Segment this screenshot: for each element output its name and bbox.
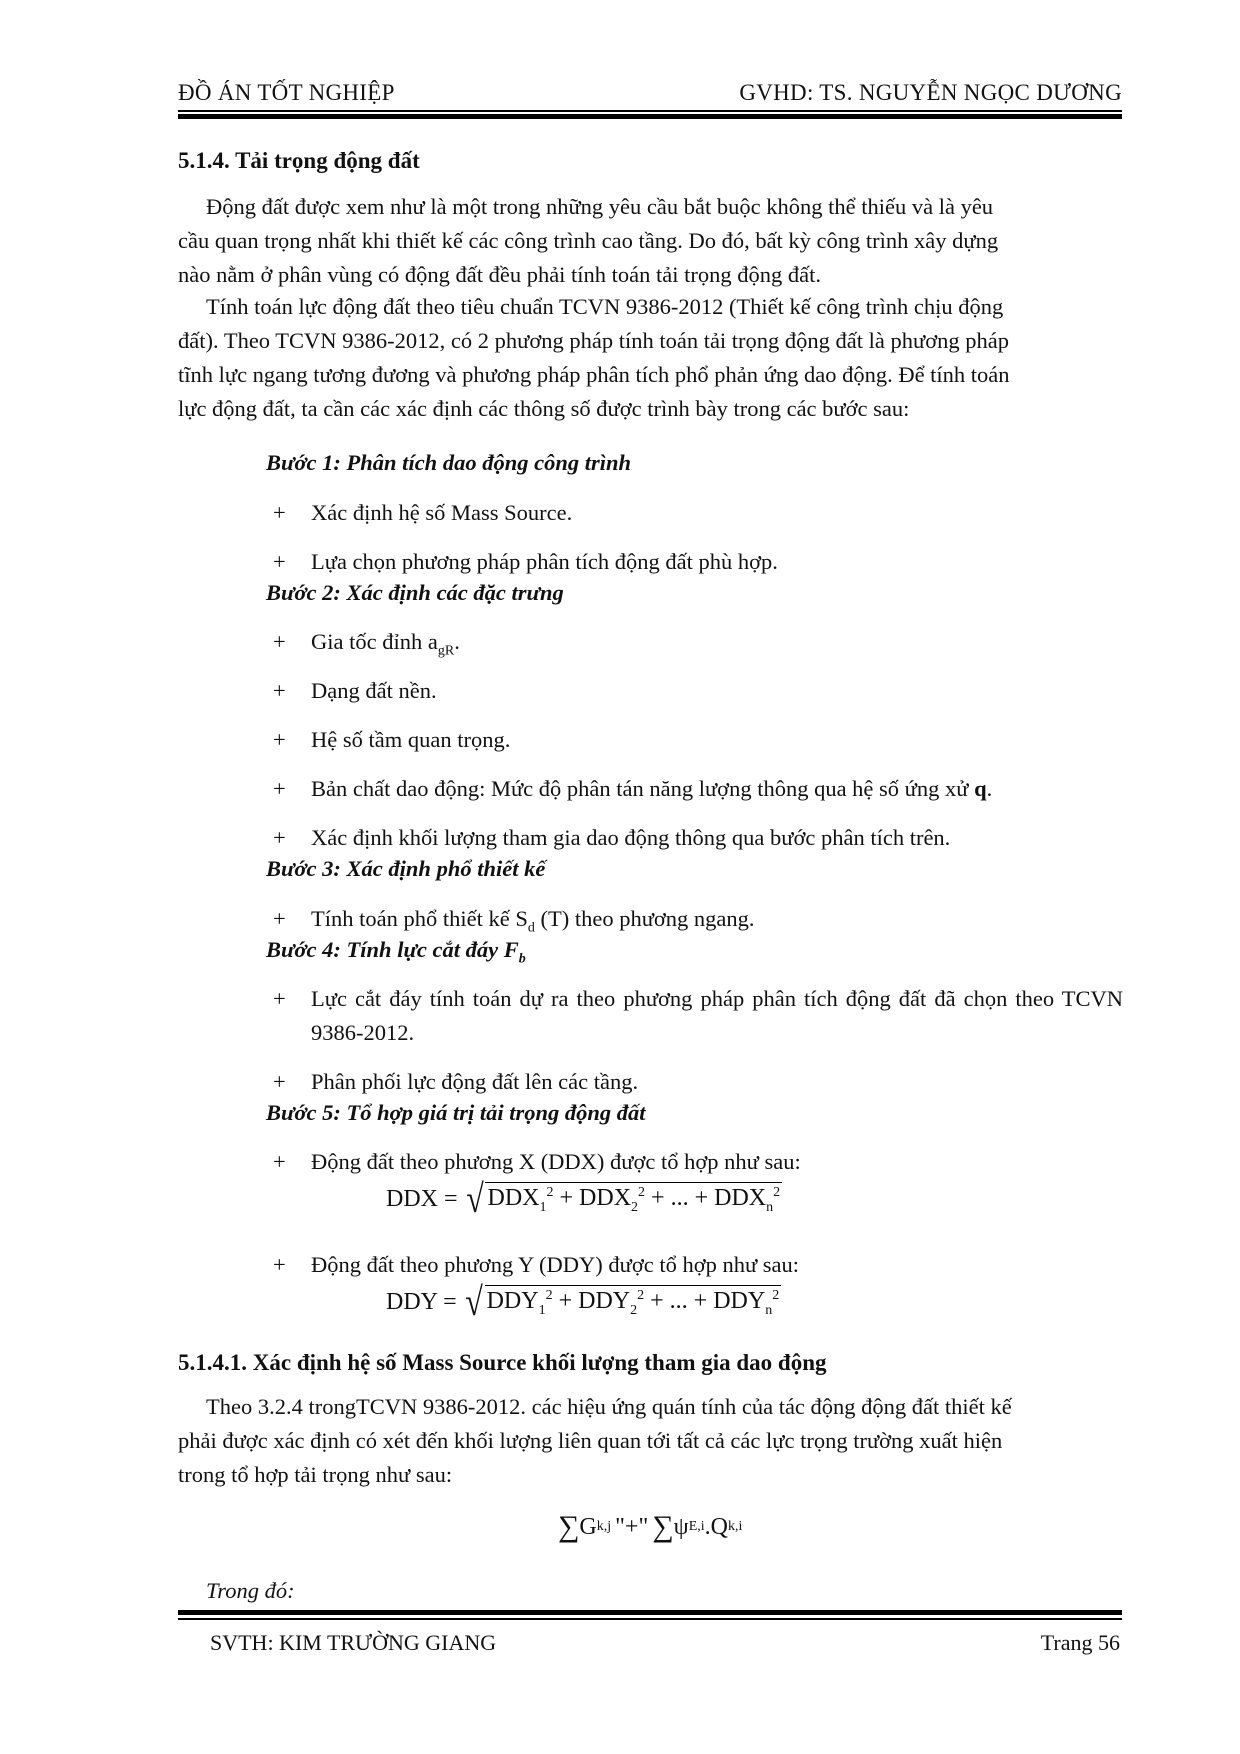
sum-icon: ∑ bbox=[558, 1510, 580, 1543]
plus-bullet-icon: + bbox=[273, 1149, 286, 1174]
para1-line: Động đất được xem như là một trong những yêu cầu bắt buộc không thể thiếu và là yêu bbox=[206, 194, 994, 219]
bullet-item bbox=[273, 545, 1123, 579]
plus-bullet-icon: + bbox=[273, 727, 286, 752]
plus-bullet-icon: + bbox=[273, 825, 286, 850]
bullet-item bbox=[273, 723, 1123, 757]
sub-para-line: trong tổ hợp tải trọng như sau: bbox=[178, 1462, 453, 1487]
footer-rule-thin bbox=[178, 1618, 1122, 1620]
header-left: ĐỒ ÁN TỐT NGHIỆP bbox=[178, 80, 395, 105]
bullet-text: Xác định hệ số Mass Source. bbox=[311, 500, 573, 525]
bullet-item bbox=[273, 1145, 1123, 1179]
bullet-item bbox=[273, 674, 1123, 708]
header-rule-thick bbox=[178, 114, 1122, 119]
plus-bullet-icon: + bbox=[273, 549, 286, 574]
para1-line: cầu quan trọng nhất khi thiết kế các công trình cao tầng. Do đó, bất kỳ công trình xây dựng bbox=[178, 228, 999, 253]
page-header bbox=[178, 72, 1122, 106]
header-rule-thin bbox=[178, 110, 1122, 112]
plus-bullet-icon: + bbox=[273, 1252, 286, 1277]
step-5-heading: Bước 5: Tổ hợp giá trị tải trọng động đất bbox=[266, 1100, 646, 1125]
formula-ddx: DDX = √ $DDX_1^2 + DDX_2^2$ + ... + $DDX_n^2$ bbox=[386, 1176, 781, 1221]
plus-bullet-icon: + bbox=[273, 906, 286, 931]
bullet-text: Động đất theo phương X (DDX) được tổ hợp như sau: bbox=[311, 1149, 801, 1174]
page-number: Trang 56 bbox=[1040, 1630, 1120, 1655]
sub-para-line: Theo 3.2.4 trongTCVN 9386-2012. các hiệu ứng quán tính của tác động động đất thiết kế bbox=[206, 1394, 1012, 1419]
bullet-text: Dạng đất nền. bbox=[311, 678, 437, 703]
plus-bullet-icon: + bbox=[273, 1069, 286, 1094]
plus-bullet-icon: + bbox=[273, 629, 286, 654]
formula-ddy: DDY = √ $DDY_1^2 + DDY_2^2$ + ... + $DDY_n^2$ bbox=[386, 1279, 780, 1324]
where-label: Trong đó: bbox=[206, 1578, 295, 1603]
step-3-heading: Bước 3: Xác định phổ thiết kế bbox=[266, 856, 546, 881]
sub-para-line: phải được xác định có xét đến khối lượng liên quan tới tất cả các lực trọng trường xuất hiện bbox=[178, 1428, 1003, 1453]
plus-bullet-icon: + bbox=[273, 986, 286, 1011]
paragraph-2 bbox=[178, 290, 1122, 426]
para2-line: đất). Theo TCVN 9386-2012, có 2 phương pháp tính toán tải trọng động đất là phương pháp bbox=[178, 328, 1009, 353]
bullet-text: Lựa chọn phương pháp phân tích động đất phù hợp. bbox=[311, 549, 778, 574]
step-4-heading: Bước 4: Tính lực cắt đáy $F_b$ bbox=[266, 937, 526, 967]
bullet-text: Gia tốc đỉnh $a_{gR}$. bbox=[311, 629, 460, 659]
header-right: GVHD: TS. NGUYỄN NGỌC DƯƠNG bbox=[739, 80, 1122, 105]
bullet-text: Hệ số tầm quan trọng. bbox=[311, 727, 511, 752]
plus-bullet-icon: + bbox=[273, 678, 286, 703]
page-footer bbox=[210, 1630, 1120, 1656]
bullet-item bbox=[273, 772, 1123, 806]
bullet-text: Phân phối lực động đất lên các tầng. bbox=[311, 1069, 639, 1094]
bullet-text: Xác định khối lượng tham gia dao động thông qua bước phân tích trên. bbox=[311, 825, 951, 850]
sqrt-icon: √ $DDY_1^2 + DDY_2^2$ + ... + $DDY_n^2$ bbox=[464, 1279, 780, 1324]
bullet-text: Lực cắt đáy tính toán dự ra theo phương pháp phân tích động đất đã chọn theo TCVN 9386-2012. bbox=[311, 986, 1123, 1045]
formula-mass-source: ∑ G k,j "+" ∑ ψ E,i .Q k,i bbox=[558, 1510, 743, 1543]
sqrt-icon: √ $DDX_1^2 + DDX_2^2$ + ... + $DDX_n^2$ bbox=[465, 1176, 781, 1221]
plus-bullet-icon: + bbox=[273, 500, 286, 525]
bullet-item bbox=[273, 982, 1123, 1050]
step-2-heading: Bước 2: Xác định các đặc trưng bbox=[266, 580, 564, 605]
paragraph-1 bbox=[178, 190, 1122, 292]
bullet-item bbox=[273, 496, 1123, 530]
bullet-item bbox=[273, 625, 1123, 669]
sum-icon: ∑ bbox=[652, 1510, 674, 1543]
footer-left: SVTH: KIM TRƯỜNG GIANG bbox=[210, 1630, 497, 1655]
subsection-title: 5.1.4.1. Xác định hệ số Mass Source khối lượng tham gia dao động bbox=[178, 1350, 827, 1375]
subsection-paragraph bbox=[178, 1390, 1122, 1492]
bullet-text: Tính toán phổ thiết kế $S_d$ (T) theo phương ngang. bbox=[311, 906, 755, 936]
para2-line: lực động đất, ta cần các xác định các thông số được trình bày trong các bước sau: bbox=[178, 396, 910, 421]
step-1-heading: Bước 1: Phân tích dao động công trình bbox=[266, 450, 631, 475]
para2-line: tĩnh lực ngang tương đương và phương pháp phân tích phổ phản ứng dao động. Để tính toán bbox=[178, 362, 1010, 387]
bullet-text: Bản chất dao động: Mức độ phân tán năng lượng thông qua hệ số ứng xử q. bbox=[311, 776, 993, 801]
para1-line: nào nằm ở phân vùng có động đất đều phải tính toán tải trọng động đất. bbox=[178, 262, 822, 287]
bullet-text: Động đất theo phương Y (DDY) được tổ hợp như sau: bbox=[311, 1252, 800, 1277]
para2-line: Tính toán lực động đất theo tiêu chuẩn TCVN 9386-2012 (Thiết kế công trình chịu động bbox=[206, 294, 1004, 319]
section-title: 5.1.4. Tải trọng động đất bbox=[178, 148, 420, 173]
bullet-item bbox=[273, 821, 1123, 855]
bullet-item bbox=[273, 1248, 1123, 1282]
bullet-item bbox=[273, 1065, 1123, 1099]
footer-rule-thick bbox=[178, 1610, 1122, 1615]
plus-bullet-icon: + bbox=[273, 776, 286, 801]
